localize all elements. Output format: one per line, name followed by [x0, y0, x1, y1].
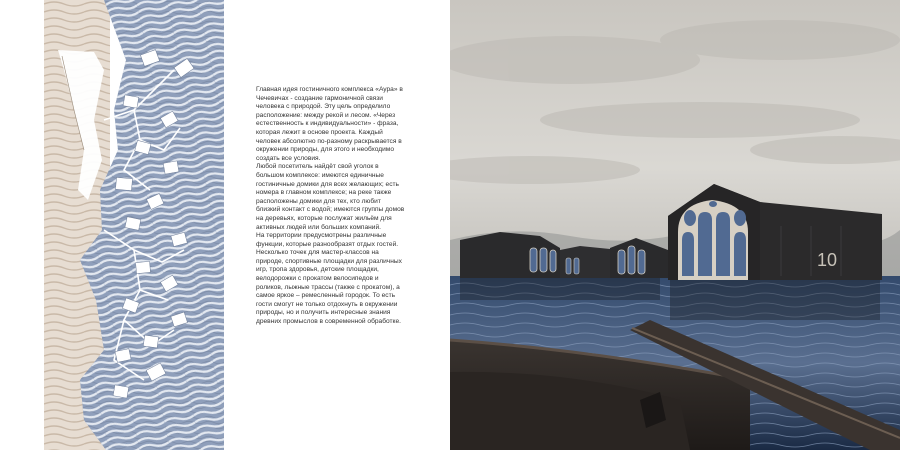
paragraph-2: Любой посетитель найдёт свой уголок в большом комплексе: имеются единичные гостиничные домики для всех желающих; есть номера в главном комплексе; на реке также расположены домики для тех, кто любит близкий контакт с водой; имеются группы домов на деревьях, которые послужат жильём для активных людей или больших компаний. [256, 163, 405, 231]
site-plan-svg [44, 0, 224, 450]
paragraph-1: Главная идея гостиничного комплекса «Аура» в Чечевичах - создание гармоничной связи человека с природой. Эту цель определило расположение: между рекой и лесом. «Через естественность к индивидуальности» - фраза, которая лежит в основе проекта. Каждый человек абсолютно по-разному раскрывается в окружении природы, для этого и необходимо создать все условия. [256, 86, 403, 162]
rendering-svg [450, 0, 900, 450]
site-plan-illustration [44, 0, 224, 450]
body-text [256, 86, 406, 327]
building-number: 10 [817, 250, 838, 270]
right-page-rendering [450, 0, 900, 450]
paragraph-3: На территории предусмотрены различные функции, которые разнообразят отдых гостей. Несколько точек для мастер-классов на природе, спортивные площадки для различных игр, тропа здоровья, детские площадки, велодорожки с прокатом велосипедов и роликов, лыжные трассы (также с прокатом), а самое яркое – ремесленный городок. То есть гости смогут не только отдохнуть в окружении природы, но и получить интересные знания древних промыслов в современной обработке. [256, 232, 402, 326]
